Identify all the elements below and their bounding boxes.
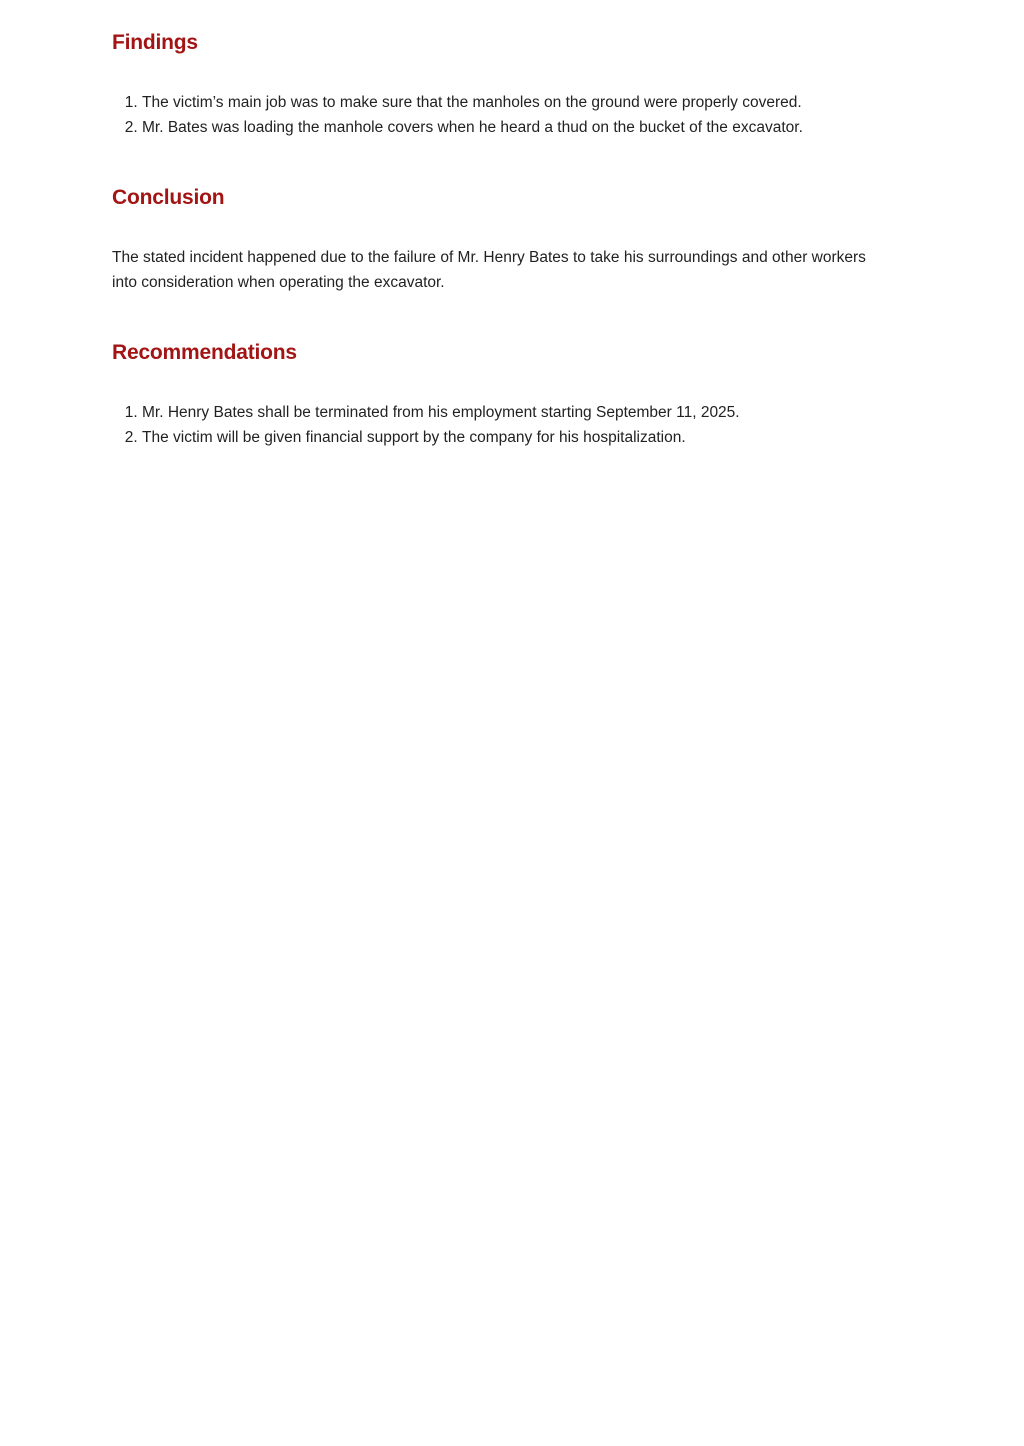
conclusion-heading: Conclusion xyxy=(112,186,225,209)
findings-item: 1. The victim’s main job was to make sure that the manholes on the ground were properly covered. xyxy=(142,90,932,115)
recommendations-list xyxy=(112,400,932,450)
recommendations-heading: Recommendations xyxy=(112,341,297,364)
findings-heading: Findings xyxy=(112,31,198,54)
findings-item: 2. Mr. Bates was loading the manhole covers when he heard a thud on the bucket of the excavator. xyxy=(142,115,932,140)
conclusion-text: The stated incident happened due to the failure of Mr. Henry Bates to take his surroundings and other workers into consideration when operating the excavator. xyxy=(112,249,866,291)
findings-list xyxy=(112,90,932,140)
recommendations-item: 2. The victim will be given financial support by the company for his hospitalization. xyxy=(142,425,932,450)
recommendations-item: 1. Mr. Henry Bates shall be terminated from his employment starting September 11, 2025. xyxy=(142,400,932,425)
